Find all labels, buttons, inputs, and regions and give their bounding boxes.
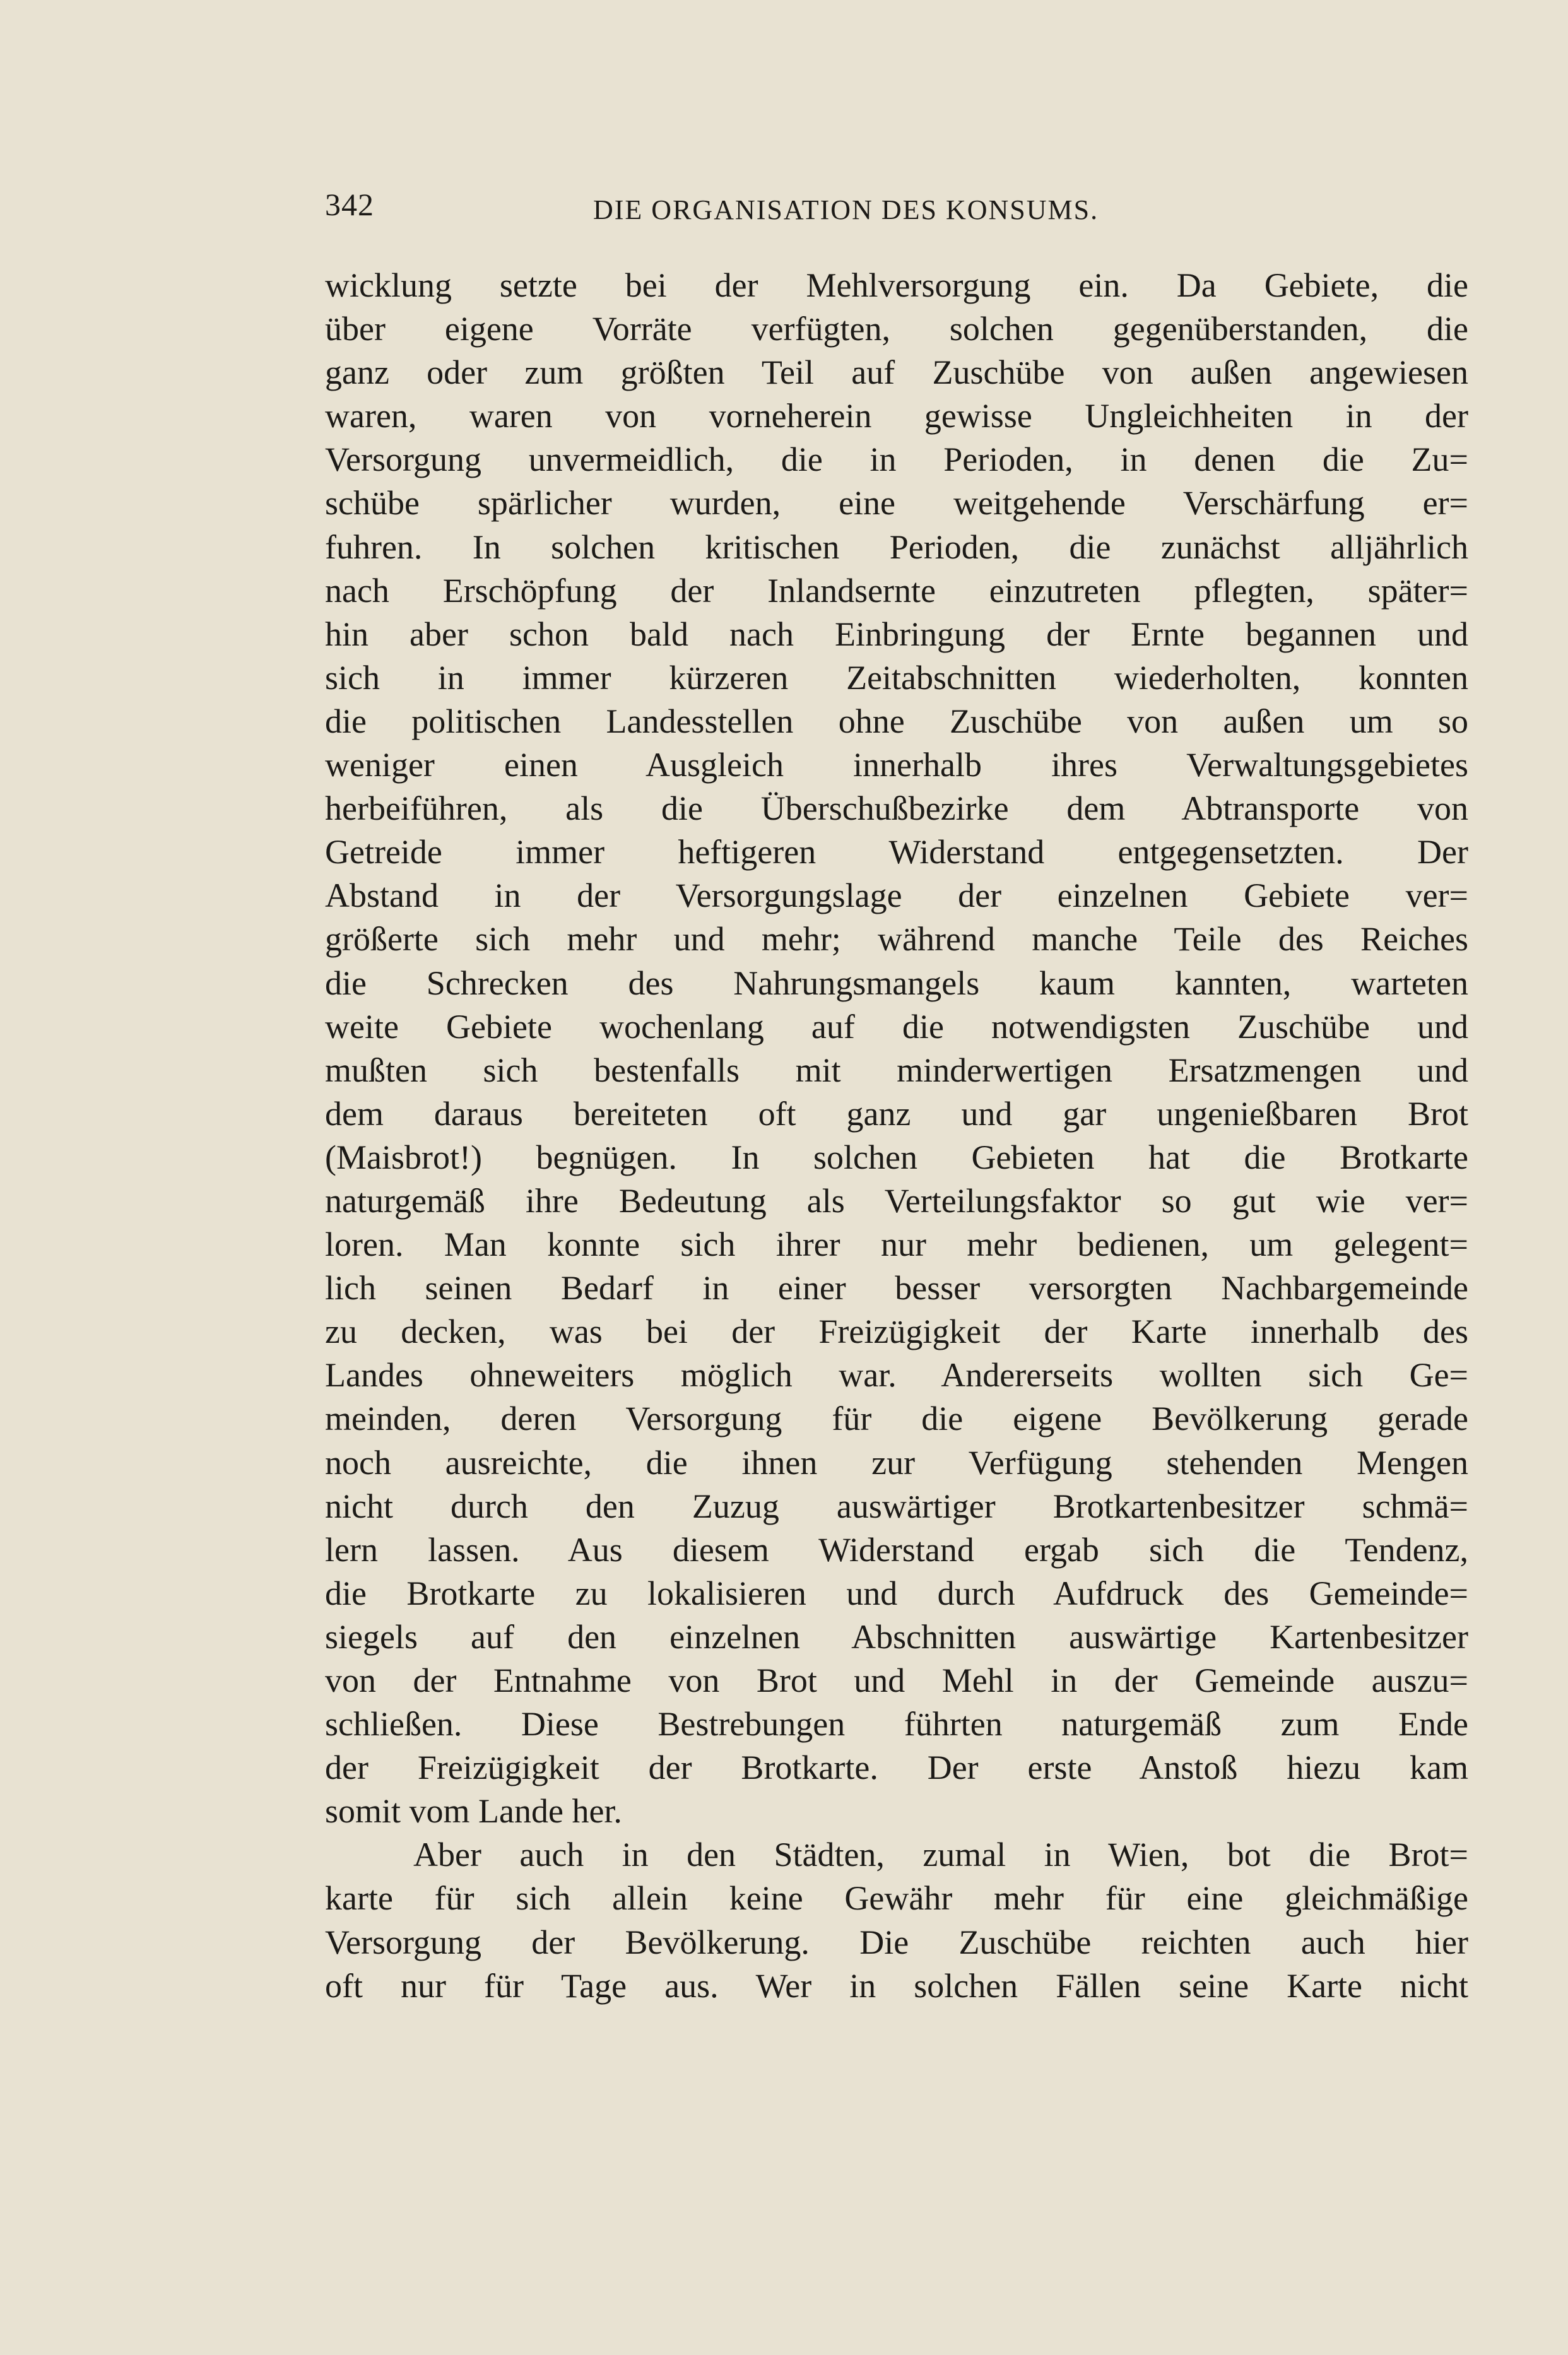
text-line: waren, waren von vorneherein gewisse Ungleichheiten in der [325, 397, 1468, 435]
text-line: weniger einen Ausgleich innerhalb ihres Verwaltungsgebietes [325, 746, 1468, 784]
body-text [325, 264, 1468, 2008]
text-line: der Freizügigkeit der Brotkarte. Der erste Anstoß hiezu kam [325, 1749, 1468, 1787]
text-line: nach Erschöpfung der Inlandsernte einzutreten pflegten, später= [325, 571, 1468, 610]
running-title: DIE ORGANISATION DES KONSUMS. [593, 194, 1099, 225]
text-line: mußten sich bestenfalls mit minderwertigen Ersatzmengen und [325, 1051, 1468, 1089]
text-line: schübe spärlicher wurden, eine weitgehende Verschärfung er= [325, 484, 1468, 522]
text-line: über eigene Vorräte verfügten, solchen gegenüberstanden, die [325, 310, 1468, 348]
text-line: Aber auch in den Städten, zumal in Wien, bot die Brot= [413, 1836, 1468, 1874]
text-line: Versorgung der Bevölkerung. Die Zuschübe reichten auch hier [325, 1923, 1468, 1961]
page-number: 342 [325, 187, 374, 222]
text-line: wicklung setzte bei der Mehlversorgung ein. Da Gebiete, die [325, 266, 1468, 304]
text-line: fuhren. In solchen kritischen Perioden, die zunächst alljährlich [325, 528, 1468, 566]
text-line: Landes ohneweiters möglich war. Andererseits wollten sich Ge= [325, 1356, 1468, 1395]
text-line: siegels auf den einzelnen Abschnitten auswärtige Kartenbesitzer [325, 1617, 1468, 1656]
text-line: (Maisbrot!) begnügen. In solchen Gebieten hat die Brotkarte [325, 1138, 1468, 1176]
text-line: Versorgung unvermeidlich, die in Perioden, in denen die Zu= [325, 440, 1468, 479]
text-line: lern lassen. Aus diesem Widerstand ergab sich die Tendenz, [325, 1530, 1468, 1569]
text-line: meinden, deren Versorgung für die eigene Bevölkerung gerade [325, 1400, 1468, 1438]
text-line: zu decken, was bei der Freizügigkeit der Karte innerhalb des [325, 1313, 1468, 1351]
text-line: noch ausreichte, die ihnen zur Verfügung stehenden Mengen [325, 1443, 1468, 1482]
text-line: naturgemäß ihre Bedeutung als Verteilungsfaktor so gut wie ver= [325, 1181, 1468, 1220]
text-line: Abstand in der Versorgungslage der einzelnen Gebiete ver= [325, 876, 1468, 915]
text-line: die Brotkarte zu lokalisieren und durch Aufdruck des Gemeinde= [325, 1574, 1468, 1612]
text-line: loren. Man konnte sich ihrer nur mehr bedienen, um gelegent= [325, 1225, 1468, 1264]
text-line: lich seinen Bedarf in einer besser versorgten Nachbargemeinde [325, 1269, 1468, 1307]
text-line: hin aber schon bald nach Einbringung der Ernte begannen und [325, 615, 1468, 653]
page-header [325, 186, 1467, 237]
text-line: Getreide immer heftigeren Widerstand entgegensetzten. Der [325, 833, 1468, 871]
text-line: oft nur für Tage aus. Wer in solchen Fällen seine Karte nicht [325, 1966, 1468, 2005]
text-line: nicht durch den Zuzug auswärtiger Brotkartenbesitzer schmä= [325, 1487, 1468, 1525]
text-line: somit vom Lande her. [325, 1792, 622, 1831]
text-line: dem daraus bereiteten oft ganz und gar ungenießbaren Brot [325, 1094, 1468, 1133]
text-line: die Schrecken des Nahrungsmangels kaum kannten, warteten [325, 964, 1468, 1002]
text-line: schließen. Diese Bestrebungen führten naturgemäß zum Ende [325, 1705, 1468, 1744]
text-line: größerte sich mehr und mehr; während manche Teile des Reiches [325, 920, 1468, 959]
text-line: sich in immer kürzeren Zeitabschnitten wiederholten, konnten [325, 658, 1468, 697]
text-line: die politischen Landesstellen ohne Zuschübe von außen um so [325, 702, 1468, 740]
text-line: karte für sich allein keine Gewähr mehr für eine gleichmäßige [325, 1879, 1468, 1918]
text-line: herbeiführen, als die Überschußbezirke dem Abtransporte von [325, 789, 1468, 828]
text-line: ganz oder zum größten Teil auf Zuschübe von außen angewiesen [325, 353, 1468, 392]
text-line: weite Gebiete wochenlang auf die notwendigsten Zuschübe und [325, 1007, 1468, 1046]
text-line: von der Entnahme von Brot und Mehl in der Gemeinde auszu= [325, 1661, 1468, 1699]
